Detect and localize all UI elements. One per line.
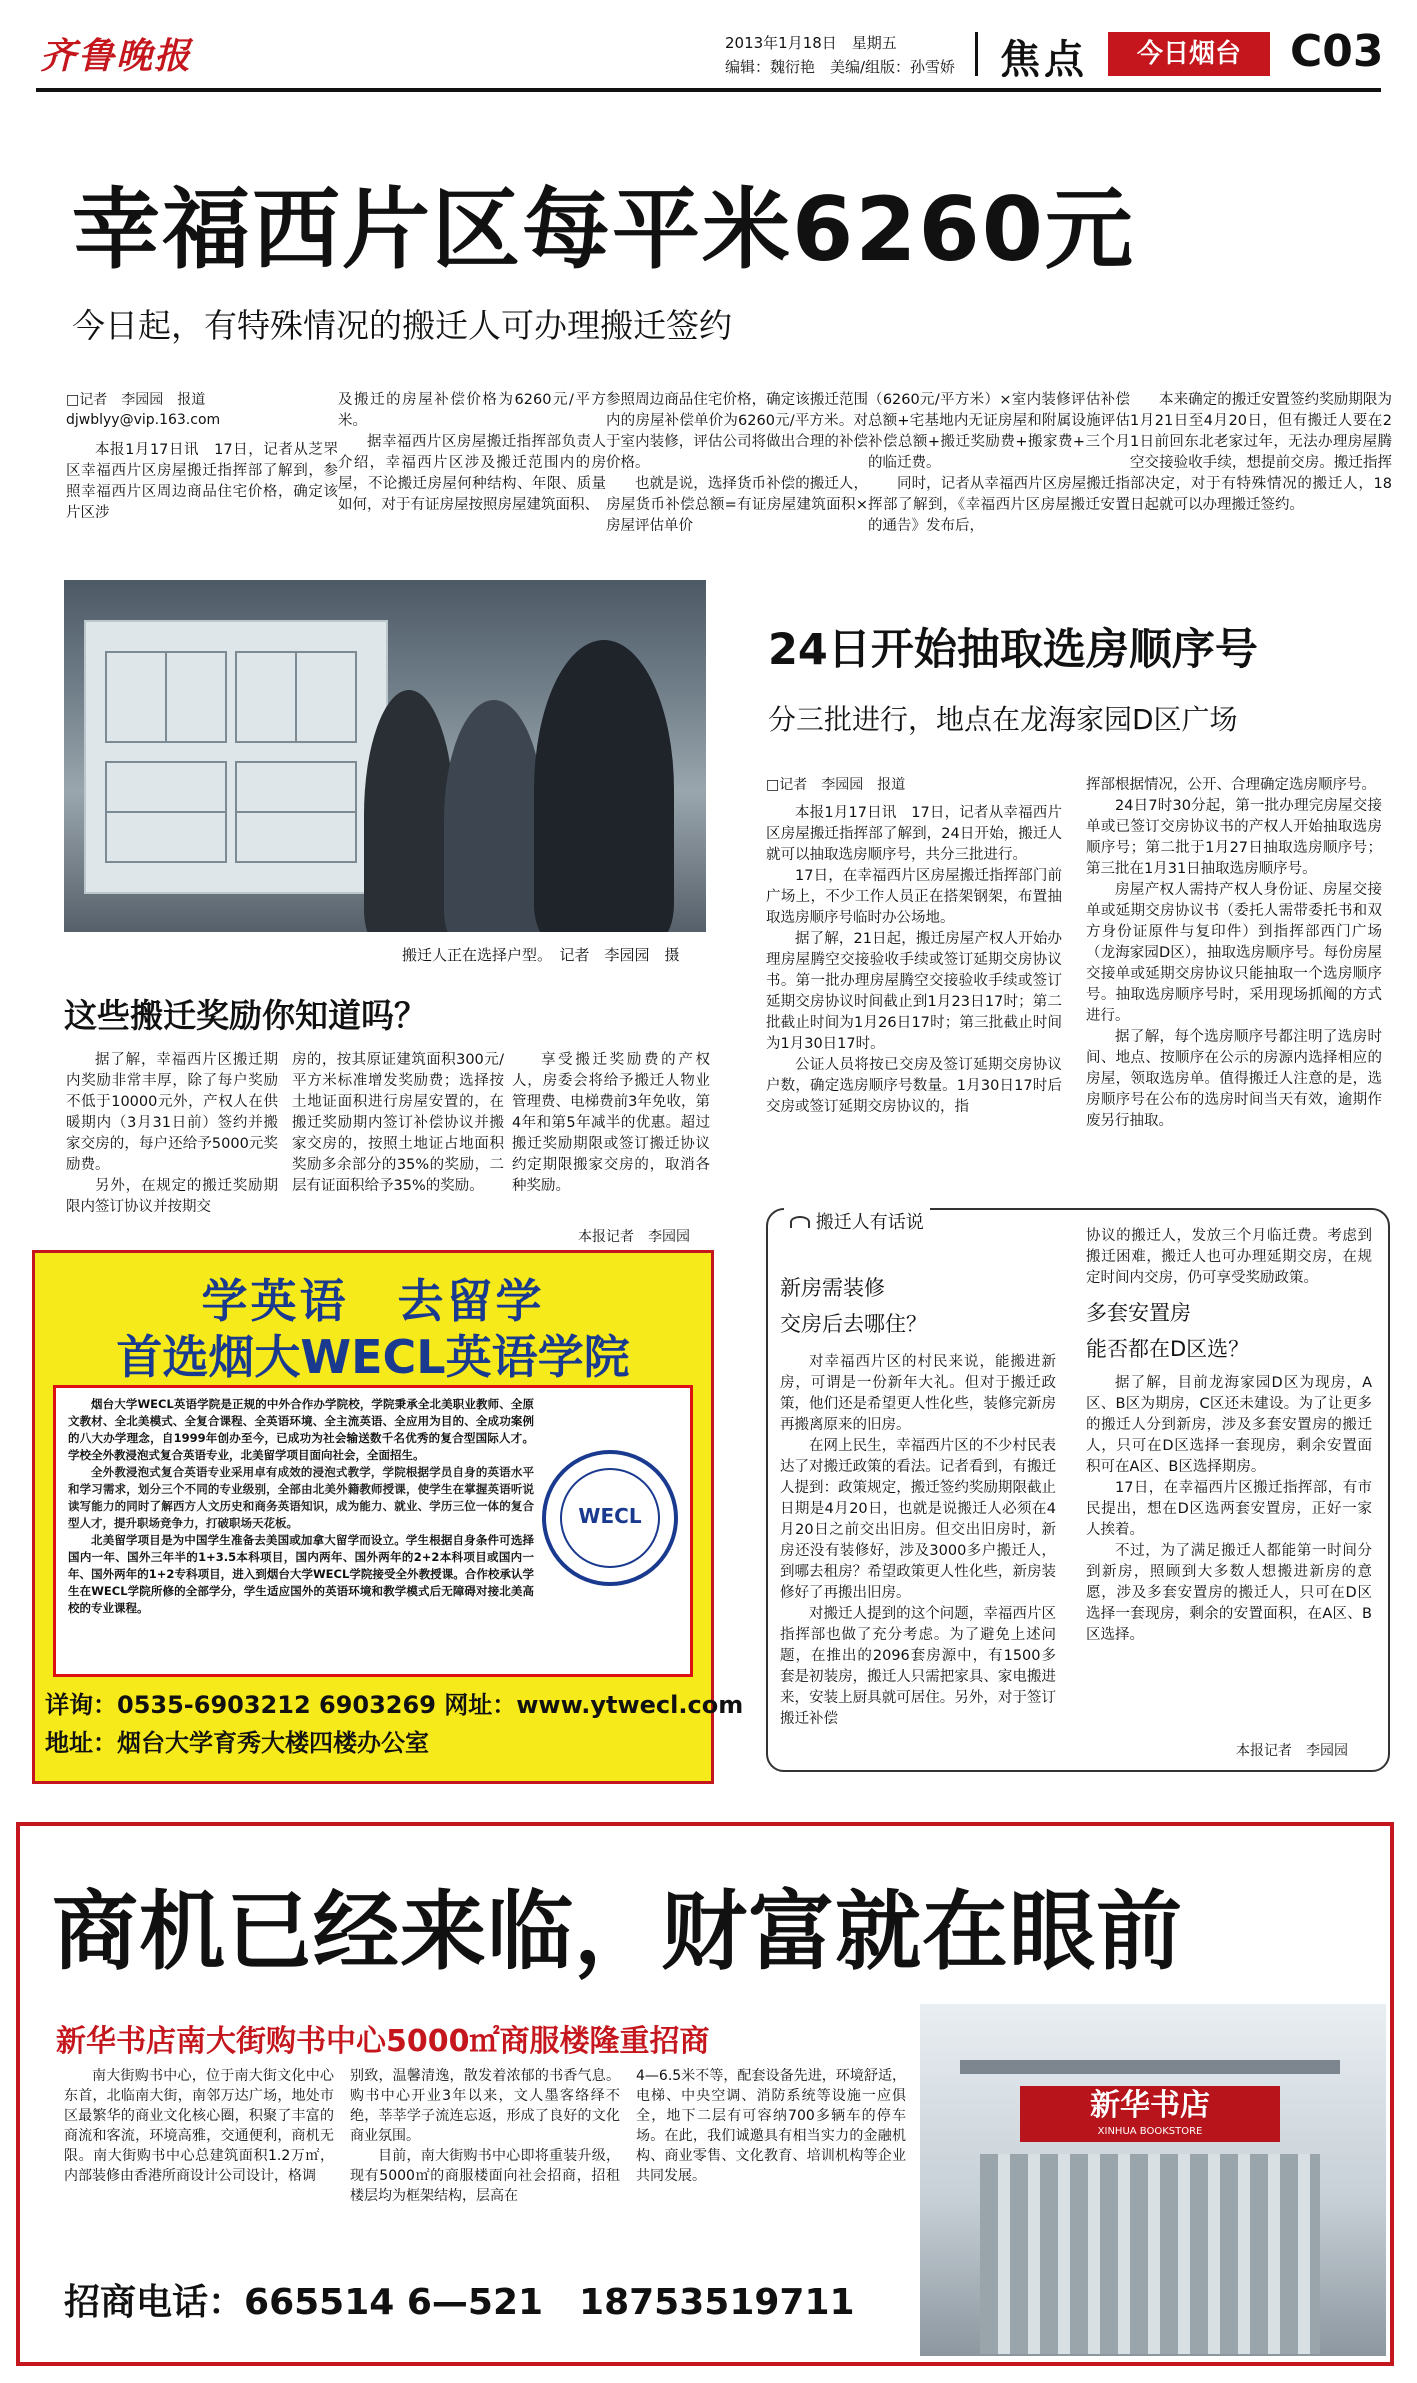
qa-question-2	[1086, 1295, 1372, 1367]
question-line: 能否都在D区选？	[1086, 1337, 1250, 1361]
ad-title-1: 学英语 去留学	[201, 1274, 545, 1328]
ad-col-1	[64, 2066, 334, 2186]
main-subhead: 今日起，有特殊情况的搬迁人可办理搬迁签约	[72, 306, 732, 345]
seal-text: WECL	[578, 1504, 642, 1528]
ad-contact-numbers: 665514 6—521 18753519711	[244, 2282, 855, 2323]
ad-paragraph: 南大街购书中心，位于南大街文化中心东首，北临南大街，南邻万达广场，地处市区最繁华的商业文化核心圈，积聚了丰富的商流和客流，环境高雅，交通便利，商机无限。南大街购书中心总建筑面积1.2万㎡，内部装修由香港所商设计公司设计，格调	[64, 2068, 334, 2184]
paragraph: 挥部根据情况，公开、合理确定选房顺序号。	[1086, 777, 1376, 793]
masthead-divider	[975, 32, 978, 76]
rewards-headline: 这些搬迁奖励你知道吗？	[64, 996, 427, 1035]
paragraph: 参照周边商品住宅价格，确定该搬迁范围内的房屋补偿单价为6260元/平方米。对于室内装修，评估公司将做出合理的补偿价格。	[606, 392, 868, 471]
masthead-rule	[36, 88, 1381, 92]
paragraph: 据了解，目前龙海家园D区为现房，A区、B区为期房，C区还未建设。为了让更多的搬迁人分到新房，涉及多套安置房的搬迁人，只可在D区选择一套现房，剩余安置面积可在A区、B区选择期房。	[1086, 1375, 1372, 1475]
qa-signoff: 本报记者 李园园	[1236, 1743, 1348, 1759]
english-school-ad[interactable]	[32, 1250, 744, 1784]
ad-title-2: 首选烟大WECL英语学院	[116, 1330, 630, 1384]
ad-contact-label: 招商电话：	[64, 2282, 245, 2323]
lottery-subhead: 分三批进行，地点在龙海家园D区广场	[768, 703, 1238, 736]
section-name: 焦点	[1000, 37, 1088, 83]
paragraph: 本报1月17日讯 17日，记者从芝罘区幸福西片区房屋搬迁指挥部了解到，参照幸福西片区周边商品住宅价格，确定该片区涉	[66, 442, 338, 521]
news-photo	[64, 580, 706, 932]
ad-contact-address: 地址：烟台大学育秀大楼四楼办公室	[45, 1729, 429, 1757]
paragraph: 协议的搬迁人，发放三个月临迁费。考虑到搬迁困难，搬迁人也可办理延期交房，在规定时间内交房，仍可享受奖励政策。	[1086, 1228, 1372, 1286]
main-col-4	[868, 390, 1130, 537]
main-col-5	[1130, 390, 1392, 516]
issue-date: 2013年1月18日 星期五	[725, 34, 897, 52]
photo-caption: 搬迁人正在选择户型。 记者 李园园 摄	[402, 946, 680, 964]
lottery-headline: 24日开始抽取选房顺序号	[768, 625, 1258, 675]
paragraph: 17日，在幸福西片区房屋搬迁指挥部门前广场上，不少工作人员正在搭架钢架，布置抽取选房顺序号临时办公场地。	[766, 868, 1062, 926]
paragraph: 房的，按其原证建筑面积300元/平方米标准增发奖励费；选择按土地证面积进行房屋安置的，在搬迁奖励期内签订补偿协议并搬家交房的，按照土地证占地面积奖励多余部分的35%的奖励，二层有证面积给予35%的奖励。	[292, 1052, 504, 1194]
main-col-2	[338, 390, 606, 516]
ad-body-text	[68, 1396, 534, 1617]
ad-paragraph: 4—6.5米不等，配套设备先进，环境舒适，电梯、中央空调、消防系统等设施一应俱全，地下二层有可容纳700多辆车的停车场。在此，我们诚邀具有相当实力的金融机构、商业零售、文化教育、培训机构等企业共同发展。	[636, 2068, 906, 2184]
rewards-col-1	[66, 1050, 278, 1218]
newspaper-logo: 齐鲁晚报	[40, 35, 193, 77]
paragraph: 据了解，每个选房顺序号都注明了选房时间、地点、按顺序在公示的房源内选择相应的房屋，领取选房单。值得搬迁人注意的是，选房顺序号在公布的选房时间当天有效，逾期作废另行抽取。	[1086, 1029, 1382, 1129]
bookstore-ad[interactable]	[16, 1822, 1394, 2366]
paragraph: 房屋产权人需持产权人身份证、房屋交接单或延期交房协议书（委托人需带委托书和双方身份证原件与复印件）到指挥部西门广场（龙海家园D区），抽取选房顺序号。每份房屋交接单或延期交房协议只能抽取一个选房顺序号。抽取选房顺序号时，采用现场抓阄的方式进行。	[1086, 882, 1382, 1024]
ad-col-3	[636, 2066, 906, 2186]
paragraph: 在网上民生，幸福西片区的不少村民表达了对搬迁政策的看法。记者看到，有搬迁人提到：政策规定，搬迁签约奖励期限截止日期是4月20日，也就是说搬迁人必须在4月20日之前交出旧房。但交出旧房时，新房还没有装修好，涉及3000多户搬迁人，到哪去租房？希望政策更人性化些，新房装修好了再搬出旧房。	[780, 1438, 1056, 1601]
resident-figure	[444, 700, 544, 932]
resident-figure	[534, 640, 674, 932]
paragraph: 据了解，21日起，搬迁房屋产权人开始办理房屋腾空交接验收手续或签订延期交房协议书。第一批办理房屋腾空交接验收手续或签订延期交房协议时间截止到1月23日17时；第二批截止时间为1月26日17时；第三批截止时间为1月30日17时。	[766, 931, 1062, 1052]
building-facade	[980, 2154, 1320, 2354]
edition-badge: 今日烟台	[1108, 32, 1270, 76]
lottery-col-1	[766, 775, 1062, 1118]
paragraph: 24日7时30分起，第一批办理完房屋交接单或已签订交房协议书的产权人开始抽取选房顺序号；第二批于1月27日抽取选房顺序号；第三批在1月31日抽取选房顺序号。	[1086, 798, 1382, 877]
paragraph: 也就是说，选择货币补偿的搬迁人，房屋货币补偿总额=有证房屋建筑面积×房屋评估单价	[606, 476, 868, 534]
ad-paragraph: 别致，温馨清逸，散发着浓郁的书香气息。购书中心开业3年以来，文人墨客络绎不绝，莘莘学子流连忘返，形成了良好的文化商业氛围。	[350, 2068, 620, 2144]
speech-bubble-icon	[790, 1216, 810, 1228]
building-roof	[960, 2060, 1340, 2074]
question-line: 新房需装修	[780, 1276, 885, 1300]
qa-col-1	[780, 1270, 1056, 1730]
paragraph: 同时，记者从幸福西片区房屋搬迁指挥部了解到，《幸福西片区房屋搬迁安置的通告》发布后，	[868, 476, 1130, 534]
question-line: 多套安置房	[1086, 1301, 1191, 1325]
school-seal-icon	[542, 1450, 678, 1586]
ad-contact[interactable]	[64, 2274, 855, 2325]
editor-credits: 编辑：魏衍艳 美编/组版：孙雪娇	[725, 58, 956, 76]
paragraph: 不过，为了满足搬迁人都能第一时间分到新房，照顾到大多数人想搬进新房的意愿，涉及多套安置房的搬迁人，只可在D区选择一套现房，剩余的安置面积，在A区、B区选择。	[1086, 1543, 1372, 1643]
paragraph: 据了解，幸福西片区搬迁期内奖励非常丰厚，除了每户奖励不低于10000元外，产权人在供暖期内（3月31日前）签约并搬家交房的，每户还给予5000元奖励费。	[66, 1052, 278, 1173]
store-sign-english: XINHUA BOOKSTORE	[1097, 2126, 1203, 2137]
ad-paragraph: 全外教浸泡式复合英语专业采用卓有成效的浸泡式教学，学院根据学员自身的英语水平和学习需求，划分三个不同的专业级别，全部由北美外籍教师授课，使学生在掌握英语听说读写能力的同时了解西方人文历史和商务英语知识，成为能力、就业、学历三位一体的复合型人才，提升职场竞争力，打破职场天花板。	[68, 1465, 534, 1530]
page-number: C03	[1290, 26, 1384, 77]
qa-col-2	[1086, 1226, 1372, 1646]
paragraph: 享受搬迁奖励费的产权人，房委会将给予搬迁人物业管理费、电梯费前3年免收，第4年和第5年减半的优惠。超过搬迁奖励期限或签订搬迁协议约定期限搬家交房的，取消各种奖励。	[512, 1052, 710, 1194]
ad-headline: 商机已经来临，财富就在眼前	[52, 1882, 1183, 1982]
ad-contact-phone[interactable]: 详询：0535-6903212 6903269 网址：www.ytwecl.com	[45, 1691, 744, 1719]
bookstore-building-image	[920, 2004, 1386, 2356]
paragraph: 本来确定的搬迁安置签约奖励期限为1月21日至4月20日，但有搬迁人要在21日前回东北老家过年，无法办理房屋腾空交接验收手续，想提前交房。搬迁指挥部决定，对于有特殊情况的搬迁人，18日起就可以办理搬迁签约。	[1130, 392, 1392, 513]
store-sign	[1020, 2086, 1280, 2142]
question-line: 交房后去哪住？	[780, 1312, 927, 1336]
ad-col-2	[350, 2066, 620, 2206]
rewards-signoff: 本报记者 李园园	[578, 1229, 690, 1245]
main-headline: 幸福西片区每平米6260元	[72, 178, 1135, 281]
floor-plan-drawing	[86, 622, 386, 892]
paragraph: 及搬迁的房屋补偿价格为6260元/平方米。	[338, 392, 606, 429]
qa-tag	[784, 1208, 930, 1234]
resident-figure	[364, 690, 454, 932]
ad-paragraph: 烟台大学WECL英语学院是正规的中外合作办学院校，学院秉承全北美职业教师、全原文教材、全北美模式、全复合课程、全英语环境、全主流英语、全应用为目的、全成功案例的八大办学理念，自1999年创办至今，已成功为社会输送数千名优秀的复合型国际人才。学校全外教浸泡式复合英语专业，北美留学项目面向社会，全面招生。	[68, 1397, 534, 1462]
paragraph: （6260元/平方米）×室内装修评估补偿总额+宅基地内无证房屋和附属设施评估补偿总额+搬迁奖励费+搬家费+三个月的临迁费。	[868, 392, 1130, 471]
ad-paragraph: 目前，南大街购书中心即将重装升级，现有5000㎡的商服楼面向社会招商，招租楼层均为框架结构，层高在	[350, 2148, 620, 2204]
lottery-byline: □记者 李园园 报道	[766, 777, 906, 793]
main-col-1	[66, 390, 338, 524]
ad-body-panel	[53, 1385, 693, 1677]
paragraph: 17日，在幸福西片区搬迁指挥部，有市民提出，想在D区选两套安置房，正好一家人挨着。	[1086, 1480, 1372, 1538]
paragraph: 对搬迁人提到的这个问题，幸福西片区指挥部也做了充分考虑。为了避免上述问题，在推出的2096套房源中，有1500多套是初装房，搬迁人只需把家具、家电搬进来，安装上厨具就可居住。另外，对于签订搬迁补偿	[780, 1606, 1056, 1727]
paragraph: 公证人员将按已交房及签订延期交房协议户数，确定选房顺序号数量。1月30日17时后交房或签订延期交房协议的，指	[766, 1057, 1062, 1115]
floor-plan-board	[84, 620, 388, 894]
rewards-col-2	[292, 1050, 504, 1197]
paragraph: 对幸福西片区的村民来说，能搬进新房，可谓是一份新年大礼。但对于搬迁政策，他们还是希望更人性化些，装修完新房再搬离原来的旧房。	[780, 1354, 1056, 1433]
main-byline: □记者 李园园 报道	[66, 392, 206, 408]
paragraph: 本报1月17日讯 17日，记者从幸福西片区房屋搬迁指挥部了解到，24日开始，搬迁人就可以抽取选房顺序号，共分三批进行。	[766, 805, 1062, 863]
paragraph: 据幸福西片区房屋搬迁指挥部负责人介绍，幸福西片区涉及搬迁范围内的房屋，不论搬迁房屋何种结构、年限、质量如何，对于有证房屋按照房屋建筑面积、	[338, 434, 606, 513]
store-sign-text: 新华书店	[1090, 2088, 1210, 2123]
ad-paragraph: 北美留学项目是为中国学生准备去美国或加拿大留学而设立。学生根据自身条件可选择国内一年、国外三年半的1+3.5本科项目，国内两年、国外两年的2+2本科项目或国内一年、国外两年的1+2专科项目，进入到烟台大学WECL学院接受全外教授课。合作校承认学生在WECL学院所修的全部学分，学生适应国外的英语环境和教学模式后无障碍对接北美高校的专业课程。	[68, 1533, 534, 1615]
paragraph: 另外，在规定的搬迁奖励期限内签订协议并按期交	[66, 1178, 278, 1215]
rewards-col-3	[512, 1050, 710, 1197]
reporter-email: djwblyy@vip.163.com	[66, 412, 221, 428]
qa-tag-label: 搬迁人有话说	[815, 1212, 924, 1233]
main-col-3	[606, 390, 868, 537]
qa-question-1	[780, 1270, 1056, 1342]
lottery-col-2	[1086, 775, 1382, 1132]
ad-subhead: 新华书店南大街购书中心5000㎡商服楼隆重招商	[56, 2024, 710, 2059]
